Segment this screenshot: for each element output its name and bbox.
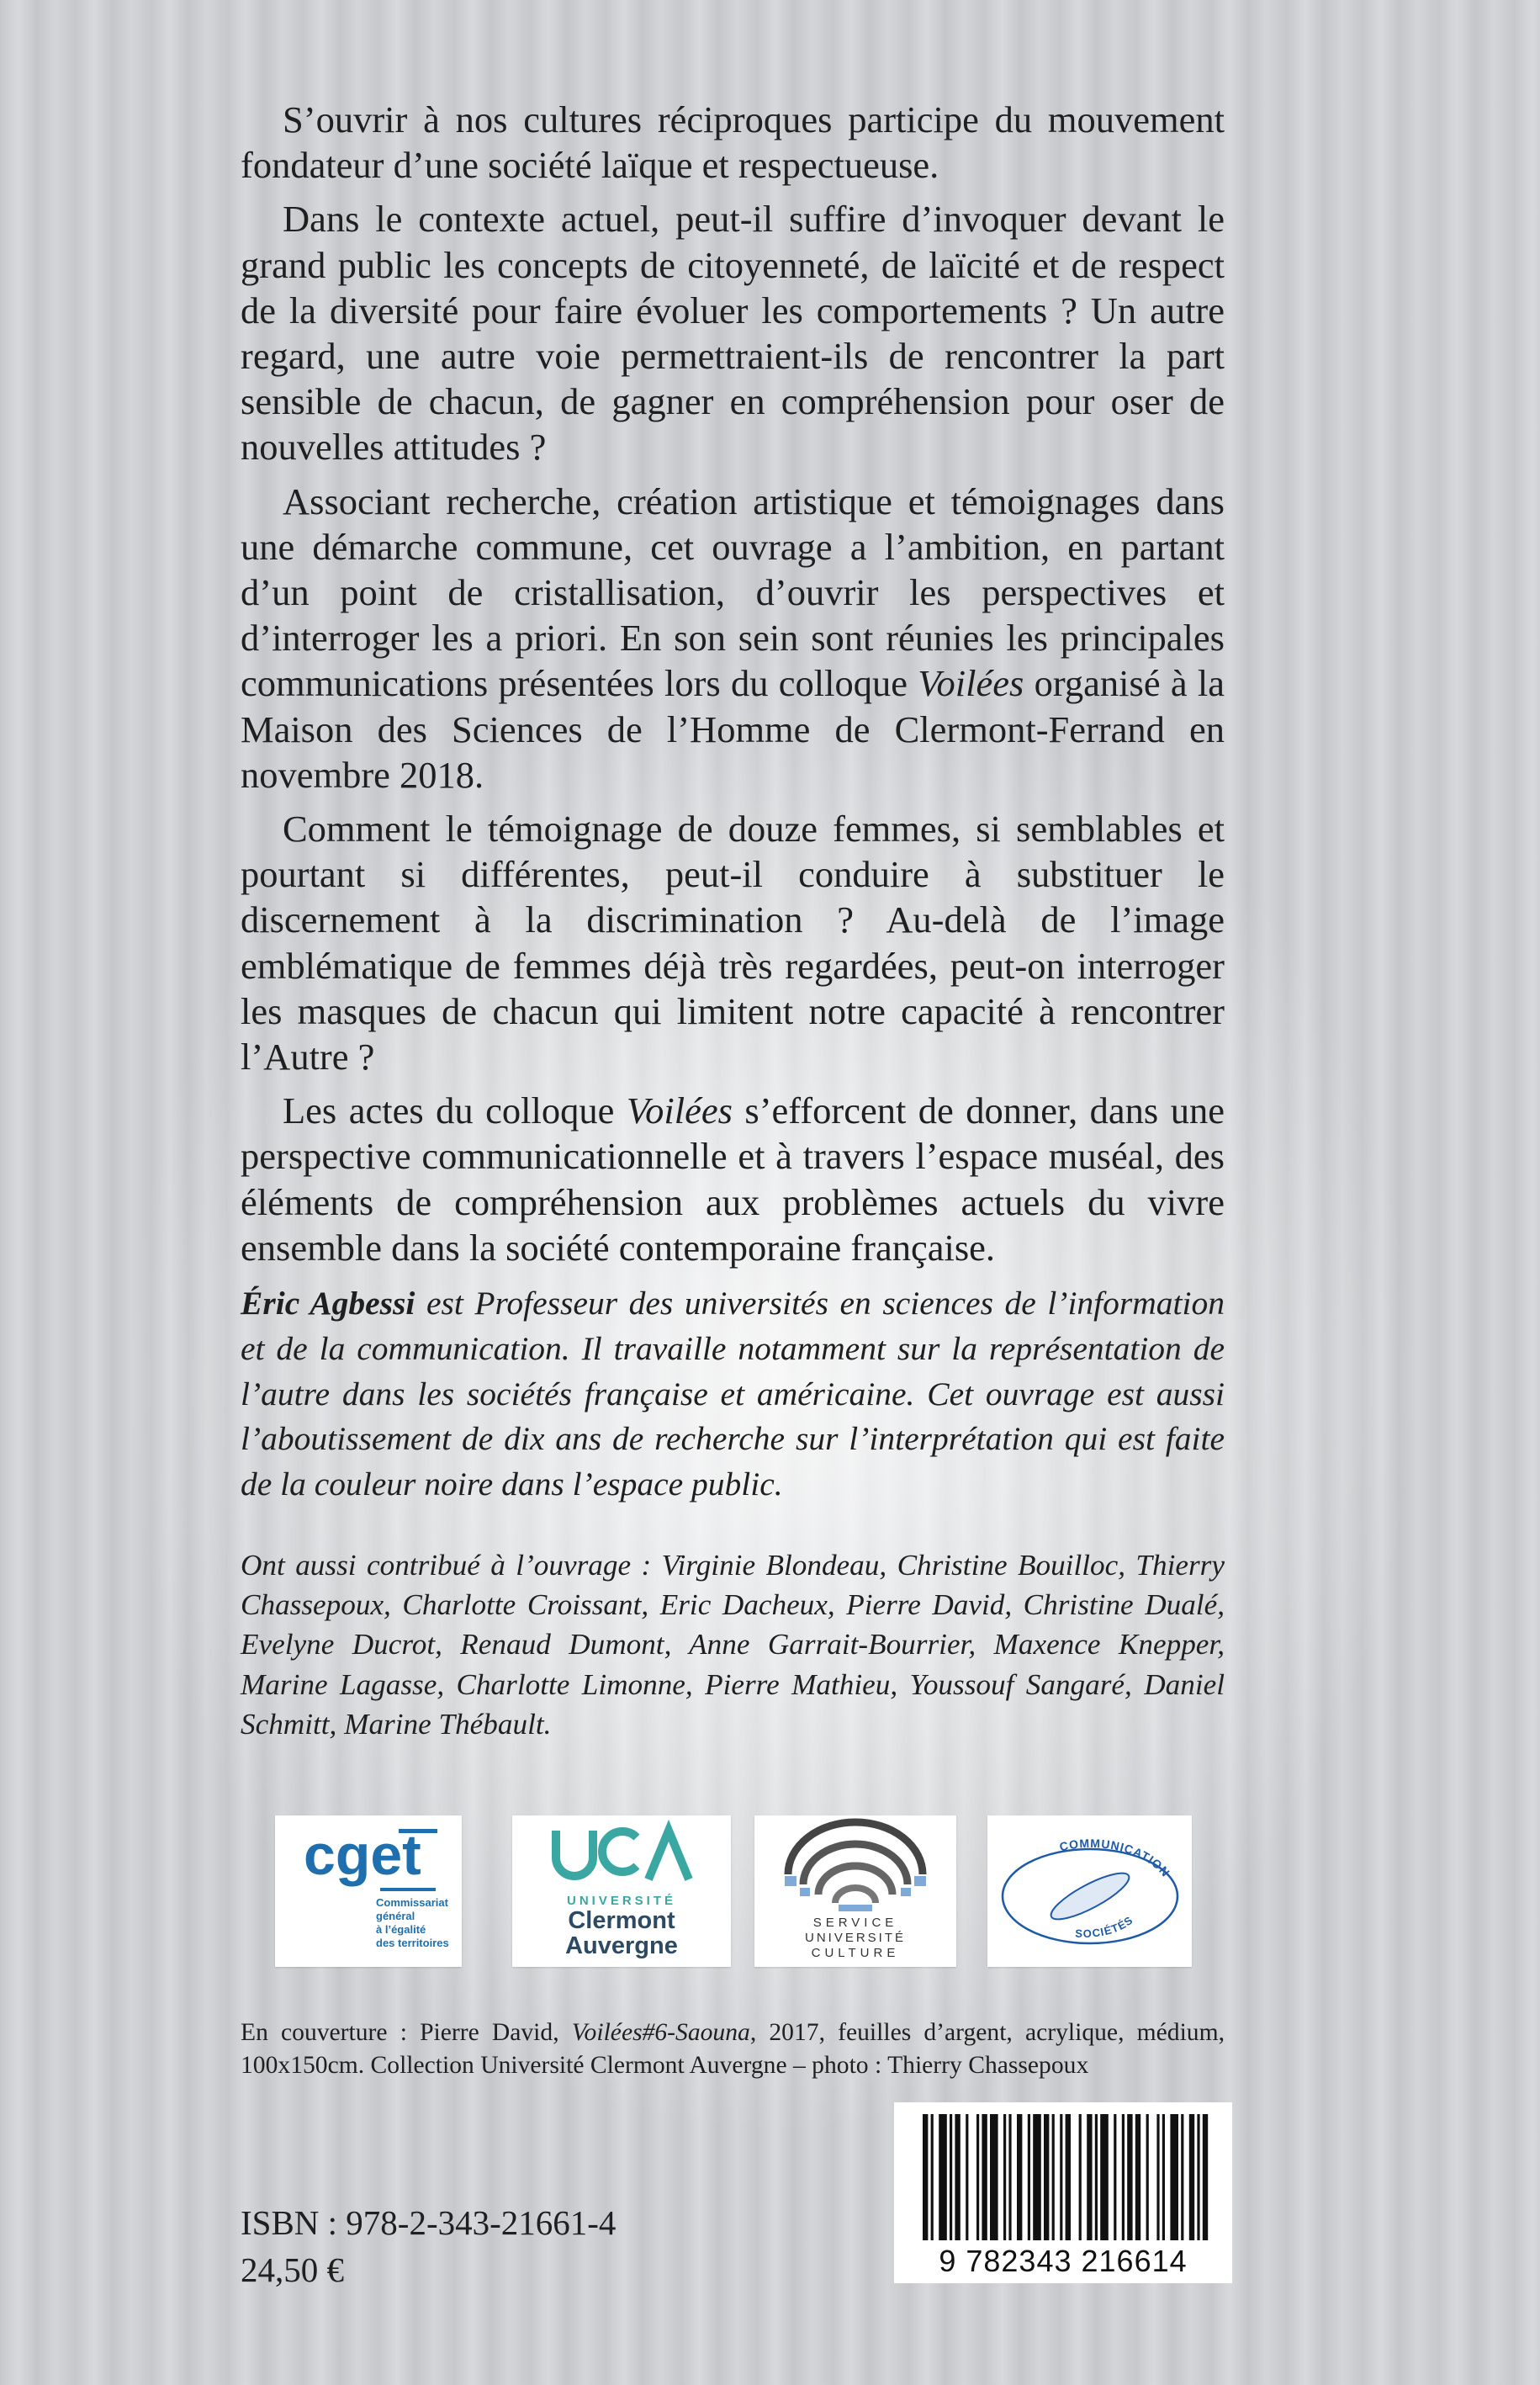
service-universite-culture-logo [754, 1815, 956, 1967]
paragraph-3: Associant recherche, création artistique et témoignages dans une démarche commune, cet ouvrage a l’ambition, en partant d’un point de cristallisation, d’ouvrir les perspectives et d’interroger les a priori. En son sein sont réunies les principales communications présentées lors du colloque Voilées organisé à la Maison des Sciences de l’Homme de Clermont-Ferrand en novembre 2018. [241, 480, 1225, 796]
svg-text:Clermont: Clermont [568, 1907, 675, 1934]
paragraph-1: S’ouvrir à nos cultures réciproques participe du mouvement fondateur d’une société laïque et respectueuse. [241, 98, 1225, 187]
contributors: Ont aussi contribué à l’ouvrage : Virginie Blondeau, Christine Bouilloc, Thierry Chassepoux, Charlotte Croissant, Eric Dacheux, Pierre David, Christine Dualé, Evelyne Ducrot, Renaud Dumont, Anne Garrait-Bourrier, Maxence Knepper, Marine Lagasse, Charlotte Limonne, Pierre Mathieu, Youssouf Sangaré, Daniel Schmitt, Marine Thébault. [241, 1549, 1225, 1741]
svg-text:UNIVERSITÉ: UNIVERSITÉ [804, 1931, 907, 1945]
author-name: Éric Agbessi [241, 1285, 415, 1322]
paragraph-5: Les actes du colloque Voilées s’efforcent de donner, dans une perspective communicationnelle et à travers l’espace muséal, des éléments de compréhension aux problèmes actuels du vivre ensemble dans la société contemporaine française. [241, 1089, 1225, 1269]
svg-text:général: général [376, 1910, 415, 1922]
communication-societes-logo [987, 1815, 1192, 1967]
svg-text:SERVICE: SERVICE [812, 1916, 898, 1930]
svg-text:CULTURE: CULTURE [811, 1946, 900, 1960]
svg-text:Commissariat: Commissariat [376, 1896, 448, 1909]
barcode [894, 2102, 1232, 2283]
paragraph-2: Dans le contexte actuel, peut-il suffire d’invoquer devant le grand public les concepts de citoyenneté, de laïcité et de respect de la diversité pour faire évoluer les comportements ? Un autre regard, une autre voie permettraient-ils de rencontrer la part sensible de chacun, de gagner en compréhension pour oser de nouvelles attitudes ? [241, 198, 1225, 469]
svg-text:à l’égalité: à l’égalité [376, 1923, 426, 1936]
svg-text:des territoires: des territoires [376, 1937, 449, 1949]
uca-logo [512, 1815, 731, 1967]
svg-text:SOCIÉTÉS: SOCIÉTÉS [1075, 1913, 1136, 1941]
svg-text:Auvergne: Auvergne [565, 1932, 678, 1959]
barcode-digits: 9 782343 216614 [939, 2244, 1188, 2278]
svg-text:UNIVERSITÉ: UNIVERSITÉ [566, 1894, 677, 1908]
paragraph-4: Comment le témoignage de douze femmes, si semblables et pourtant si différentes, peut-il conduire à substituer le discernement à la discrimination ? Au-delà de l’image emblématique de femmes déjà très regardées, peut-on interroger les masques de chacun qui limitent notre capacité à rencontrer l’Autre ? [241, 808, 1225, 1079]
svg-text:COMMUNICATION: COMMUNICATION [1058, 1836, 1173, 1880]
cget-logo [275, 1815, 462, 1967]
cget-wordmark: cget [304, 1823, 421, 1887]
author-bio: Éric Agbessi est Professeur des universités en sciences de l’information et de la communication. Il travaille notamment sur la représentation de l’autre dans les sociétés française et américaine. Cet ouvrage est aussi l’aboutissement de dix ans de recherche sur l’interprétation qui est faite de la couleur noire dans l’espace public. [241, 1285, 1225, 1503]
price: 24,50 € [241, 2250, 344, 2289]
cover-credit: En couverture : Pierre David, Voilées#6-Saouna, 2017, feuilles d’argent, acrylique, médium, 100x150cm. Collection Université Clermont Auvergne – photo : Thierry Chassepoux [241, 2019, 1225, 2079]
isbn: ISBN : 978-2-343-21661-4 [241, 2203, 617, 2242]
main-text [241, 97, 1225, 1270]
